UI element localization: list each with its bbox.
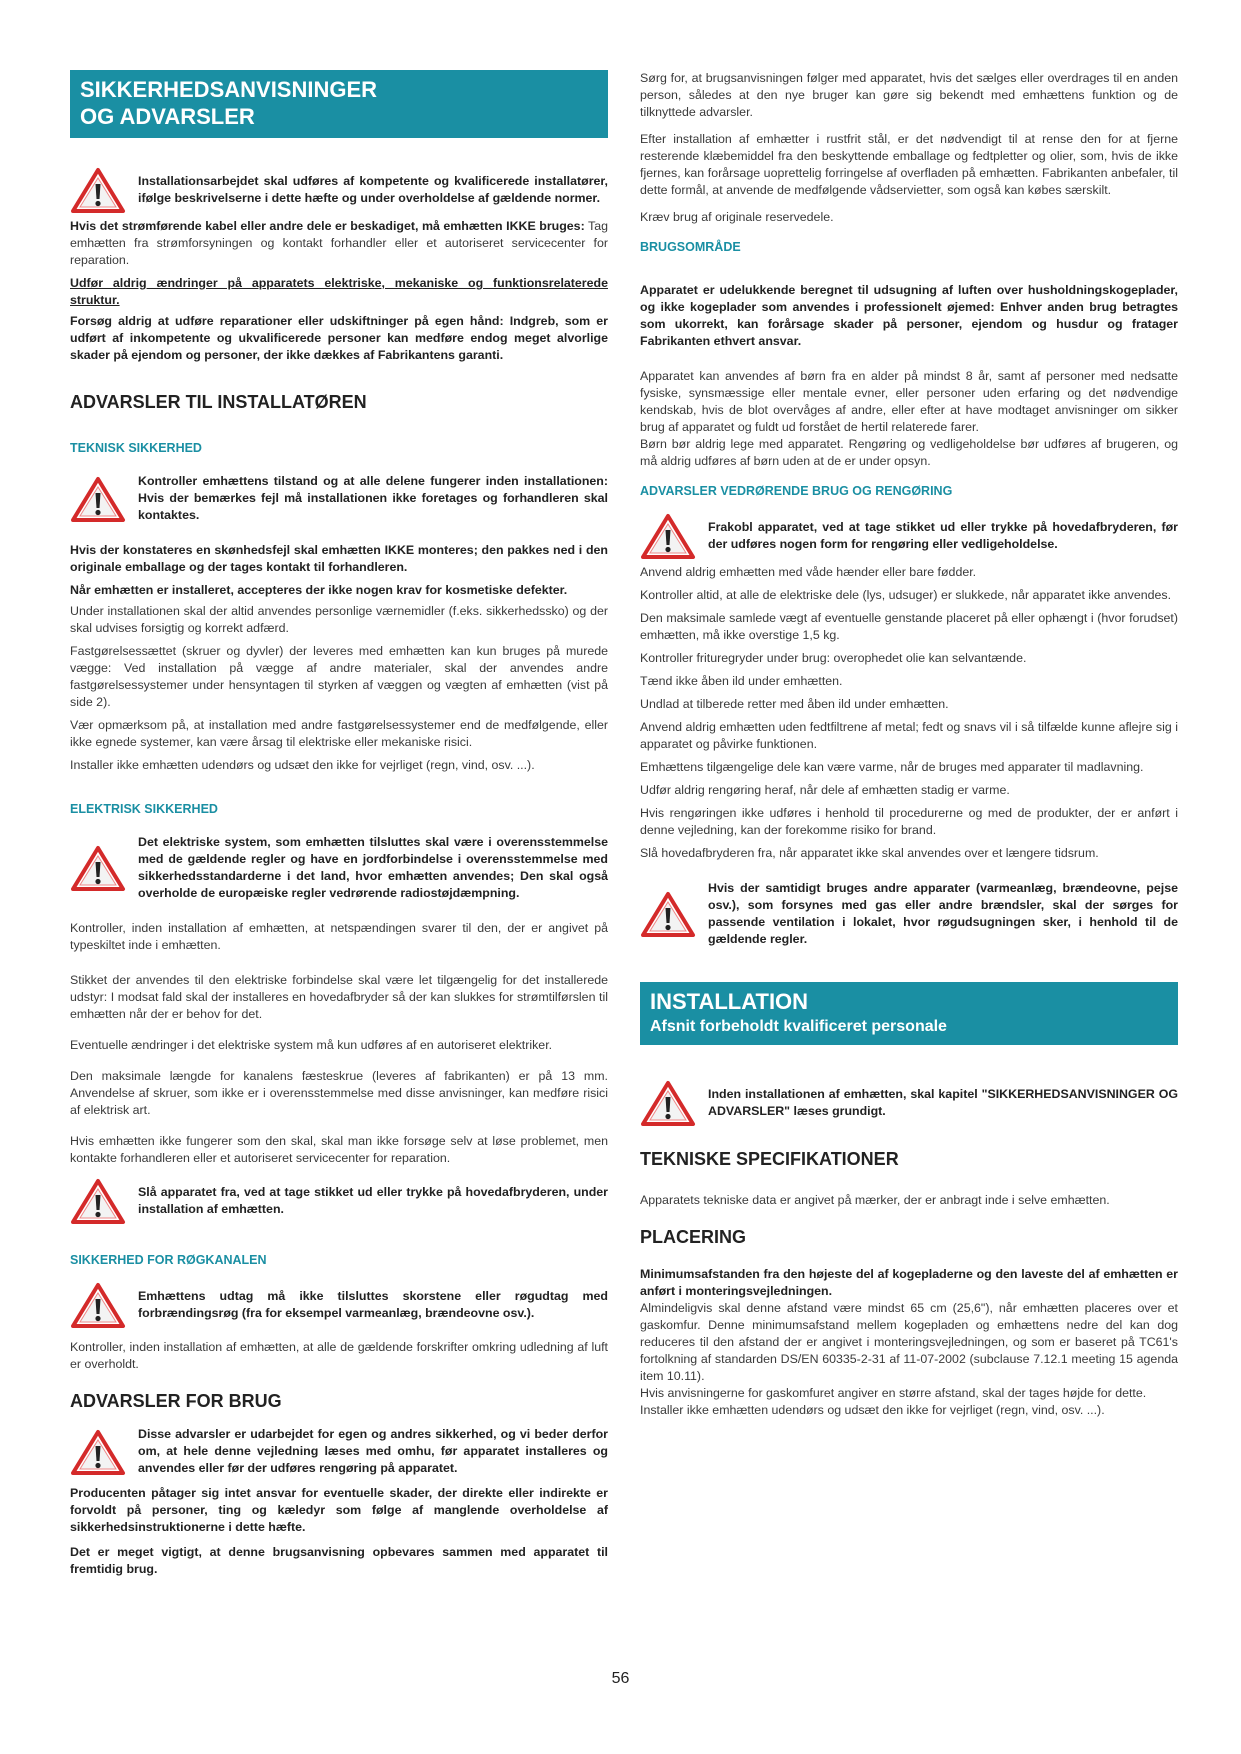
paragraph-underlined: Udfør aldrig ændringer på apparatets elektriske, mekaniske og funktionsrelaterede struktur.: [70, 276, 608, 307]
paragraph-bold: Det er meget vigtigt, at denne brugsanvisning opbevares sammen med apparatet til fremtidig brug.: [70, 1545, 608, 1576]
warning-block-read-chapter: [640, 1079, 1178, 1127]
paragraph: Den maksimale længde for kanalens fæsteskrue (leveres af fabrikanten) er på 13 mm. Anvendelse af skruer, som ikke er i overensstemmelse med disse anvisninger, kan medføre risici af elektrisk art.: [70, 1069, 608, 1117]
paragraph: Undlad at tilberede retter med åben ild under emhætten.: [640, 697, 949, 711]
heading-placement: PLACERING: [640, 1227, 747, 1247]
paragraph-bold: Hvis der konstateres en skønhedsfejl skal emhætten IKKE monteres; den pakkes ned i den originale emballage og der tages kontakt til forhandleren.: [70, 543, 608, 574]
subheading-scope-of-use: BRUGSOMRÅDE: [640, 240, 741, 254]
paragraph-bold: Apparatet er udelukkende beregnet til udsugning af luften over husholdningskogeplader, og ikke kogeplader som anvendes i professionelt øjemed: Enhver anden brug betragtes som ukorrekt, kan forårsage skader på personer, ejendom og husdur og fratager Fabrikanten ethvert ansvar.: [640, 283, 1178, 348]
warning-text: Det elektriske system, som emhætten tilsluttes skal være i overensstemmelse med de gældende regler og have en jordforbindelse i overensstemmelse med sikkerhedsstandarderne i det land, hvor emhætten anvendes; Den skal også overholde de europæiske regler vedrørende radiostøjdæmpning.: [138, 835, 608, 900]
right-column: [640, 70, 1178, 1419]
paragraph: Kontroller frituregryder under brug: overophedet olie kan selvantænde.: [640, 651, 1027, 665]
paragraph: [70, 218, 608, 269]
paragraph: Apparatets tekniske data er angivet på mærker, der er anbragt inde i selve emhætten.: [640, 1193, 1110, 1207]
paragraph: Almindeligvis skal denne afstand være mindst 65 cm (25,6"), når emhætten placeres over et gaskomfur. Denne minimumsafstand mellem kogepladen og emhættens nedre del kan dog reduceres til den afstand der er angivet i monteringsvejledningen, og som er baseret på TC61's fortolkning af standarden DS/EN 60335-2-31 af 11-07-2002 (subclause 7.12.1 meeting 15 agenda item 10.11).: [640, 1301, 1178, 1383]
warning-triangle-icon: [70, 1281, 126, 1329]
paragraph: Hvis rengøringen ikke udføres i henhold til procedurerne og med de produkter, der er anført i denne vejledning, kan der forekomme risiko for brand.: [640, 806, 1178, 837]
section-banner-installation: [640, 982, 1178, 1045]
warning-block-usage: [70, 1426, 608, 1477]
warning-triangle-icon: [640, 512, 696, 560]
warning-block-cleaning: [640, 512, 1178, 560]
warning-text: Inden installationen af emhætten, skal kapitel "SIKKERHEDSANVISNINGER OG ADVARSLER" læses grundigt.: [708, 1087, 1178, 1118]
paragraph: Installer ikke emhætten udendørs og udsæt den ikke for vejrliget (regn, vind, osv. ...).: [70, 758, 535, 772]
paragraph: Sørg for, at brugsanvisningen følger med apparatet, hvis det sælges eller overdrages til en anden person, således at den nye bruger kan gøre sig bekendt med emhættens funktion og de tilknyttede advarsler.: [640, 71, 1178, 119]
warning-triangle-icon: [70, 166, 126, 214]
paragraph: Under installationen skal der altid anvendes personlige værnemidler (f.eks. sikkerhedssko) og der skal udvises forsigtig og korrekt adfærd.: [70, 604, 608, 635]
banner-title-line-1: SIKKERHEDSANVISNINGER: [80, 77, 378, 102]
section-banner-safety: [70, 70, 608, 138]
banner-title-line-2: OG ADVARSLER: [80, 104, 255, 129]
warning-block-technical: [70, 473, 608, 524]
paragraph: Kræv brug af originale reservedele.: [640, 210, 834, 224]
warning-text: Frakobl apparatet, ved at tage stikket ud eller trykke på hovedafbryderen, før der udføres nogen form for rengøring eller vedligeholdelse.: [708, 520, 1178, 551]
warning-block-flue: [70, 1281, 608, 1329]
warning-text: Installationsarbejdet skal udføres af kompetente og kvalificerede installatører, ifølge beskrivelserne i dette hæfte og under overholdelse af gældende normer.: [138, 174, 608, 205]
paragraph: Slå hovedafbryderen fra, når apparatet ikke skal anvendes over et længere tidsrum.: [640, 846, 1099, 860]
text-rest: Tag emhætten fra strømforsyningen og kontakt forhandler eller et autoriseret servicecenter for reparation.: [70, 219, 608, 267]
paragraph: Udfør aldrig rengøring heraf, når dele af emhætten stadig er varme.: [640, 783, 1010, 797]
warning-text: Hvis der samtidigt bruges andre apparater (varmeanlæg, brændeovne, pejse osv.), som forsynes med gas eller andre brændsler, skal der sørges for passende ventilation i lokalet, hvor røgudsugningen sker, i henhold til de gældende regler.: [708, 881, 1178, 946]
paragraph: Anvend aldrig emhætten uden fedtfiltrene af metal; fedt og snavs vil i så tilfælde kunne aflejre sig i apparatet og påvirke funktionen.: [640, 720, 1178, 751]
warning-triangle-icon: [640, 890, 696, 938]
paragraph-bold: Minimumsafstanden fra den højeste del af kogepladerne og den laveste del af emhætten er anført i monteringsvejledningen.: [640, 1267, 1178, 1298]
paragraph: Stikket der anvendes til den elektriske forbindelse skal være let tilgængelig for det installerede udstyr: I modsat fald skal der installeres en hovedafbryder så der kan slukkes for strømtilførslen til emhætten når der er behov for det.: [70, 973, 608, 1021]
warning-block-electrical: [70, 834, 608, 902]
heading-technical-specifications: TEKNISKE SPECIFIKATIONER: [640, 1149, 899, 1169]
warning-triangle-icon: [70, 844, 126, 892]
warning-block-unplug: [70, 1177, 608, 1225]
warning-triangle-icon: [70, 475, 126, 523]
warning-triangle-icon: [70, 1177, 126, 1225]
warning-text: Emhættens udtag må ikke tilsluttes skorstene eller røgudtag med forbrændingsrøg (fra for eksempel varmeanlæg, brændeovne osv.).: [138, 1289, 608, 1320]
page-number: 56: [611, 1670, 630, 1687]
warning-block-installation: [70, 166, 608, 214]
paragraph-bold: Når emhætten er installeret, accepteres der ikke nogen krav for kosmetiske defekter.: [70, 583, 568, 597]
paragraph: Kontroller, inden installation af emhætten, at netspændingen svarer til den, der er angivet på typeskiltet inde i emhætten.: [70, 921, 608, 952]
warning-text: Slå apparatet fra, ved at tage stikket ud eller trykke på hovedafbryderen, under installation af emhætten.: [138, 1185, 608, 1216]
warning-text: Kontroller emhættens tilstand og at alle delene fungerer inden installationen: Hvis der bemærkes fejl må installationen ikke foretages og forhandleren skal kontaktes.: [138, 474, 608, 522]
heading-usage-warnings: ADVARSLER FOR BRUG: [70, 1391, 282, 1411]
bold-lead: Hvis det strømførende kabel eller andre dele er beskadiget, må emhætten IKKE bruges:: [70, 219, 585, 233]
warning-triangle-icon: [640, 1079, 696, 1127]
paragraph: Emhættens tilgængelige dele kan være varme, når de bruges med apparater til madlavning.: [640, 760, 1144, 774]
subheading-electrical-safety: ELEKTRISK SIKKERHED: [70, 802, 218, 816]
paragraph: Apparatet kan anvendes af børn fra en alder på mindst 8 år, samt af personer med nedsatte fysiske, synsmæssige eller mentale evner, eller personer uden erfaring og det nødvendige kendskab, hvis de blot overvåges af andre, eller efter at have modtaget anvisninger om sikker brug af apparatet og fuldt ud forstået de hertil relaterede farer.: [640, 369, 1178, 434]
warning-block-ventilation: [640, 880, 1178, 948]
banner-subtitle: Afsnit forbeholdt kvalificeret personale: [650, 1018, 947, 1035]
paragraph: Eventuelle ændringer i det elektriske system må kun udføres af en autoriseret elektriker.: [70, 1038, 553, 1052]
paragraph: Hvis emhætten ikke fungerer som den skal, skal man ikke forsøge selv at løse problemet, men kontakte forhandleren eller et autoriseret servicecenter for reparation.: [70, 1134, 608, 1165]
paragraph: Hvis anvisningerne for gaskomfuret angiver en større afstand, skal der tages højde for dette.: [640, 1386, 1147, 1400]
paragraph-bold: Forsøg aldrig at udføre reparationer eller udskiftninger på egen hånd: Indgreb, som er udført af inkompetente og ukvalificerede personer kan medføre endog meget alvorlige skader på ejendom og personer, der ikke dækkes af Fabrikantens garanti.: [70, 314, 608, 362]
paragraph: Kontroller altid, at alle de elektriske dele (lys, udsuger) er slukkede, når apparatet ikke anvendes.: [640, 588, 1172, 602]
heading-installer-warnings: ADVARSLER TIL INSTALLATØREN: [70, 392, 367, 412]
paragraph: Kontroller, inden installation af emhætten, at alle de gældende forskrifter omkring udledning af luft er overholdt.: [70, 1340, 608, 1371]
paragraph: Den maksimale samlede vægt af eventuelle genstande placeret på eller ophængt i (hvor forudset) emhætten, må ikke overstige 1,5 kg.: [640, 611, 1178, 642]
paragraph: Installer ikke emhætten udendørs og udsæt den ikke for vejrliget (regn, vind, osv. ...).: [640, 1403, 1105, 1417]
warning-text: Disse advarsler er udarbejdet for egen og andres sikkerhed, og vi beder derfor om, at hele denne vejledning læses med omhu, før apparatet installeres og anvendes eller før der udføres rengøring på apparatet.: [138, 1427, 608, 1475]
paragraph-bold: Producenten påtager sig intet ansvar for eventuelle skader, der direkte eller indirekte er forvoldt på personer, ting og kæledyr som følge af manglende overholdelse af sikkerhedsinstruktionerne i dette hæfte.: [70, 1486, 608, 1534]
warning-triangle-icon: [70, 1428, 126, 1476]
banner-title: INSTALLATION: [650, 989, 809, 1014]
subheading-technical-safety: TEKNISK SIKKERHED: [70, 441, 202, 455]
left-column: [70, 70, 608, 1578]
subheading-use-cleaning-warnings: ADVARSLER VEDRØRENDE BRUG OG RENGØRING: [640, 484, 953, 498]
paragraph: Tænd ikke åben ild under emhætten.: [640, 674, 843, 688]
subheading-flue-safety: SIKKERHED FOR RØGKANALEN: [70, 1253, 267, 1267]
paragraph: Vær opmærksom på, at installation med andre fastgørelsessystemer end de medfølgende, eller ikke egnede systemer, kan være årsag til elektriske eller mekaniske risici.: [70, 718, 608, 749]
paragraph: Efter installation af emhætter i rustfrit stål, er det nødvendigt til at rense den for at fjerne resterende klæbemiddel fra den beskyttende emballage og fedtpletter og olier, som, hvis de ikke fjernes, kan forårsage uoprettelig forringelse af overfladen på emhætten. Fabrikanten anbefaler, til dette formål, at anvende de medfølgende vådservietter, som også kan købes særskilt.: [640, 132, 1178, 197]
paragraph: Anvend aldrig emhætten med våde hænder eller bare fødder.: [640, 565, 977, 579]
paragraph: Børn bør aldrig lege med apparatet. Rengøring og vedligeholdelse bør udføres af brugeren, og må aldrig udføres af børn uden at de er under opsyn.: [640, 437, 1178, 468]
paragraph: Fastgørelsessættet (skruer og dyvler) der leveres med emhætten kan kun bruges på murede vægge: Ved installation på vægge af andre materialer, skal der anvendes andre fastgørelsessystemer under hensyntagen til styrken af væggen og vægten af emhætten (vist på side 2).: [70, 644, 608, 709]
